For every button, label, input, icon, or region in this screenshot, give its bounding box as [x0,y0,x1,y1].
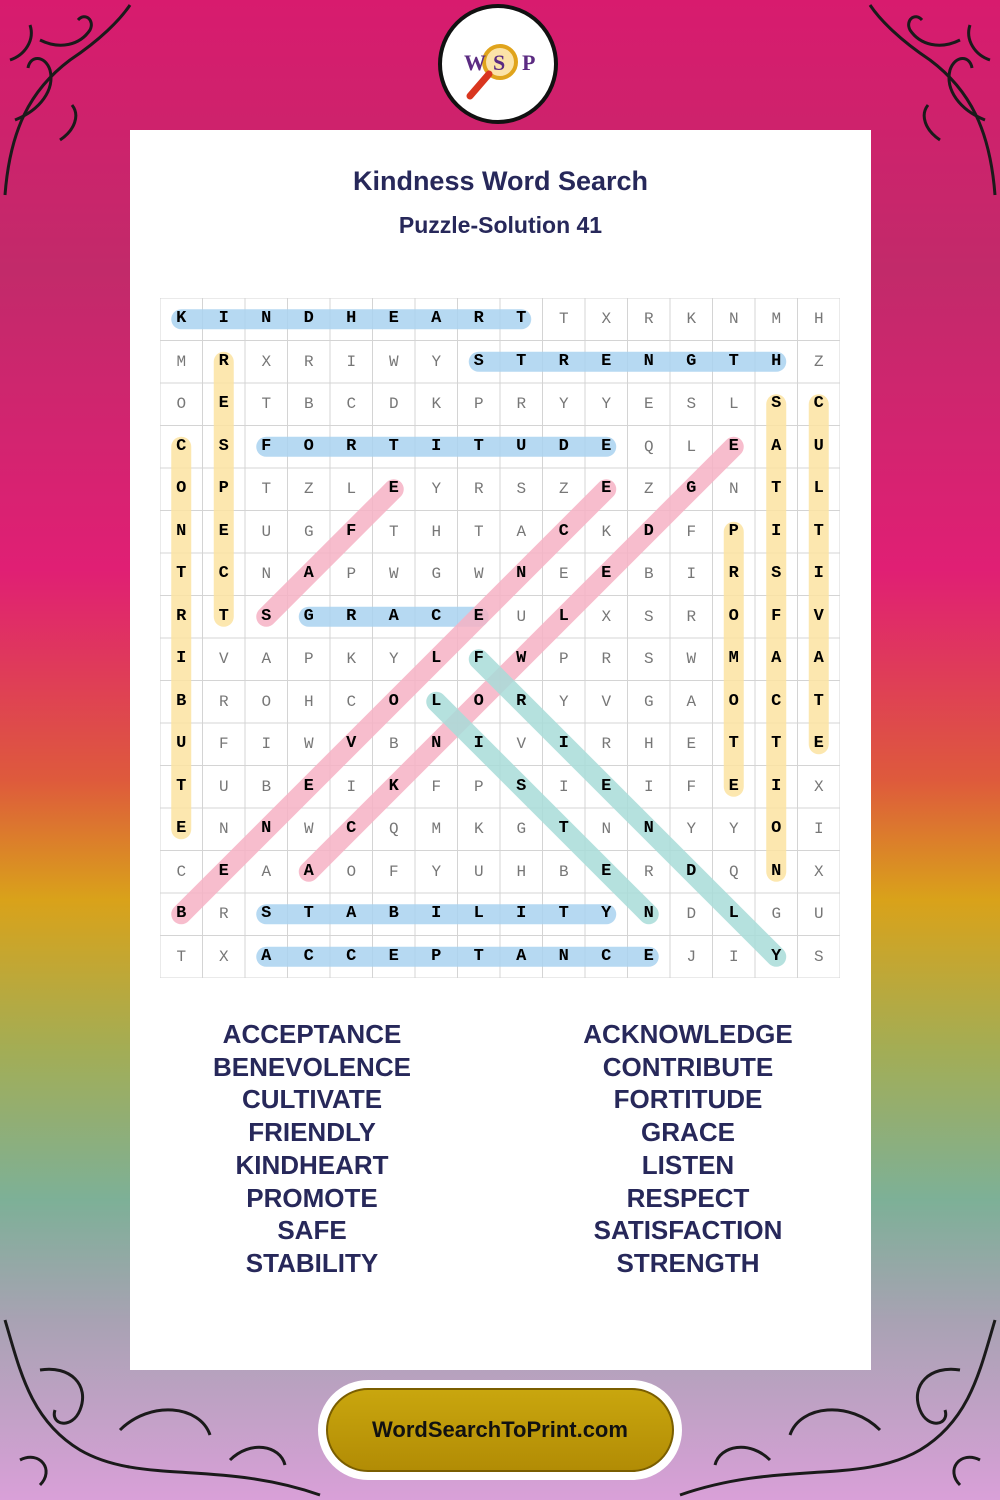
grid-cell[interactable]: N [643,351,654,371]
grid-cell[interactable]: C [431,606,442,626]
grid-cell[interactable]: Y [728,820,739,838]
grid-cell[interactable]: E [643,395,654,413]
grid-cell[interactable]: L [473,904,484,923]
grid-cell[interactable]: V [346,734,357,753]
grid-cell[interactable]: V [601,692,612,711]
grid-cell[interactable]: O [176,479,187,498]
grid-cell[interactable]: O [771,819,782,838]
grid-cell[interactable]: L [346,480,357,498]
grid-cell[interactable]: E [728,436,739,456]
grid-cell[interactable]: C [346,395,357,413]
grid-cell[interactable]: R [601,735,612,753]
grid-cell[interactable]: D [643,521,654,541]
word-list-item: FORTITUDE [613,1084,763,1115]
grid-cell[interactable]: E [601,436,612,456]
grid-cell[interactable]: A [516,522,527,541]
grid-cell[interactable]: N [261,565,272,583]
grid-cell[interactable]: S [516,480,527,498]
grid-cell[interactable]: N [728,310,739,328]
grid-cell[interactable]: A [303,564,314,583]
logo-letter-p: P [522,50,536,75]
grid-cell[interactable]: S [261,606,272,626]
grid-cell[interactable]: H [643,735,654,753]
grid-cell[interactable]: A [346,904,357,923]
grid-cell[interactable]: O [728,691,739,711]
grid-cell[interactable]: B [176,904,187,923]
grid-cell[interactable]: J [686,947,697,966]
grid-cell[interactable]: U [516,436,527,456]
grid-cell[interactable]: G [771,905,782,923]
grid-cell[interactable]: M [176,352,187,371]
grid-cell[interactable]: I [686,565,697,583]
grid-cell[interactable]: W [303,735,314,753]
grid-cell[interactable]: P [431,946,442,966]
grid-cell[interactable]: E [728,776,739,796]
grid-cell[interactable]: E [218,861,229,881]
grid-cell[interactable]: I [728,947,739,966]
grid-cell[interactable]: T [813,691,824,711]
grid-cell[interactable]: T [303,904,314,923]
word-list-right-column [523,1018,853,1280]
grid-cell[interactable]: D [558,436,569,456]
grid-cell[interactable]: O [303,436,314,456]
grid-cell[interactable]: K [431,395,442,413]
grid-cell[interactable]: U [813,436,824,456]
grid-cell[interactable]: Z [813,352,824,371]
grid-cell[interactable]: M [771,310,782,328]
grid-cell[interactable]: A [686,692,697,711]
grid-cell[interactable]: I [558,777,569,796]
grid-cell[interactable]: W [473,565,484,583]
grid-cell[interactable]: E [686,735,697,753]
grid-cell[interactable]: A [303,861,314,881]
grid-cell[interactable]: O [261,692,272,711]
grid-cell[interactable]: T [218,606,229,626]
corner-ornament-top-right [860,0,1000,200]
grid-cell[interactable]: R [516,691,527,711]
grid-cell[interactable]: L [813,479,824,498]
grid-cell[interactable]: F [346,521,357,541]
grid-cell[interactable]: I [176,649,187,668]
word-list-item: STRENGTH [616,1247,760,1278]
grid-cell[interactable]: O [473,691,484,711]
grid-cell[interactable]: E [601,861,612,881]
word-list-item: RESPECT [626,1182,750,1213]
grid-cell[interactable]: I [473,734,484,753]
grid-cell[interactable]: C [218,564,229,583]
grid-cell[interactable]: F [431,777,442,796]
grid-cell[interactable]: C [176,862,187,881]
grid-cell[interactable]: C [813,394,824,413]
grid-cell[interactable]: Q [388,820,399,838]
grid-cell[interactable]: M [431,820,442,838]
grid-cell[interactable]: N [771,861,782,881]
grid-cell[interactable]: K [176,309,187,328]
grid-cell[interactable]: P [728,521,739,541]
grid-cell[interactable]: H [303,692,314,711]
grid-cell[interactable]: E [601,479,612,498]
grid-cell[interactable]: N [218,820,229,838]
grid-cell[interactable]: B [388,904,399,923]
grid-cell[interactable]: U [261,522,272,541]
grid-cell[interactable]: U [473,862,484,881]
grid-cell[interactable]: N [516,564,527,583]
grid-cell[interactable]: T [728,734,739,753]
grid-cell[interactable]: D [686,905,697,923]
grid-cell[interactable]: P [303,650,314,668]
word-list-item: CULTIVATE [241,1084,383,1115]
grid-cell[interactable]: N [261,309,272,328]
grid-cell[interactable]: A [261,650,272,668]
grid-cell[interactable]: E [473,606,484,626]
grid-cell[interactable]: S [516,776,527,796]
grid-cell[interactable]: Y [771,946,782,966]
grid-cell[interactable]: K [473,820,484,838]
grid-cell[interactable]: K [346,650,357,668]
grid-cell[interactable]: C [558,521,569,541]
grid-cell[interactable]: R [643,310,654,328]
grid-cell[interactable]: H [813,310,824,328]
grid-cell[interactable]: H [516,862,527,881]
grid-cell[interactable]: F [218,735,229,753]
grid-cell[interactable]: F [388,862,399,881]
word-list-item: SATISFACTION [593,1215,783,1246]
word-list-item: BENEVOLENCE [213,1051,411,1082]
grid-cell[interactable]: W [388,565,399,583]
grid-cell[interactable]: S [261,904,272,923]
grid-cell[interactable]: R [643,862,654,881]
grid-cell[interactable]: B [643,565,654,583]
grid-cell[interactable]: R [346,436,357,456]
grid-cell[interactable]: T [771,479,782,498]
grid-cell[interactable]: T [473,522,484,541]
grid-cell[interactable]: F [473,649,484,668]
grid-cell[interactable]: S [813,947,824,966]
logo-letter-w: W [464,50,486,75]
grid-cell[interactable]: E [218,394,229,413]
grid-cell[interactable]: A [388,606,399,626]
grid-cell[interactable]: B [558,862,569,881]
grid-cell[interactable]: T [388,522,399,541]
grid-cell[interactable]: A [431,309,442,328]
grid-cell[interactable]: C [771,691,782,711]
grid-cell[interactable]: S [771,564,782,583]
grid-cell[interactable]: X [218,947,229,966]
grid-cell[interactable]: G [686,351,697,371]
grid-cell[interactable]: I [516,904,527,923]
grid-cell[interactable]: Z [303,480,314,498]
grid-cell[interactable]: N [431,734,442,753]
word-list-item: STABILITY [245,1247,379,1278]
grid-cell[interactable]: C [346,819,357,838]
grid-cell[interactable]: Y [431,352,442,371]
grid-cell[interactable]: L [728,395,739,413]
grid-cell[interactable]: T [558,904,569,923]
word-list-left-column [147,1018,477,1280]
word-list-item: FRIENDLY [248,1117,376,1148]
word-list-item: LISTEN [641,1149,735,1180]
grid-cell[interactable]: T [558,310,569,328]
word-list-item: SAFE [277,1215,347,1246]
grid-cell[interactable]: X [601,310,612,328]
grid-cell[interactable]: C [601,946,612,966]
grid-cell[interactable]: B [303,395,314,413]
grid-cell[interactable]: F [261,436,272,456]
grid-cell[interactable]: I [431,436,442,456]
grid-cell[interactable]: L [558,606,569,626]
grid-cell[interactable]: V [516,735,527,753]
puzzle-title: Kindness Word Search [352,166,649,196]
grid-cell[interactable]: T [473,436,484,456]
grid-cell[interactable]: E [303,776,314,796]
grid-cell[interactable]: H [431,522,442,541]
grid-cell[interactable]: P [558,650,569,668]
grid-cell[interactable]: D [388,395,399,413]
grid-cell[interactable]: L [431,649,442,668]
grid-cell[interactable]: C [346,946,357,966]
grid-cell[interactable]: R [303,352,314,371]
grid-cell[interactable]: G [431,565,442,583]
grid-cell[interactable]: N [728,480,739,498]
grid-cell[interactable]: B [261,777,272,796]
grid-cell[interactable]: U [218,777,229,796]
grid-cell[interactable]: Z [643,480,654,498]
grid-cell[interactable]: I [431,904,442,923]
word-list-item: ACKNOWLEDGE [583,1019,793,1049]
grid-cell[interactable]: W [388,352,399,371]
grid-cell[interactable]: T [813,521,824,541]
grid-cell[interactable]: A [771,649,782,668]
grid-cell[interactable]: R [346,606,357,626]
grid-cell[interactable]: Y [601,904,612,923]
grid-cell[interactable]: U [813,905,824,923]
grid-cell[interactable]: R [176,606,187,626]
grid-cell[interactable]: R [218,905,229,923]
grid-cell[interactable]: E [601,776,612,796]
grid-cell[interactable]: U [176,734,187,753]
grid-cell[interactable]: N [558,946,569,966]
grid-cell[interactable]: Q [728,862,739,881]
grid-cell[interactable]: R [473,480,484,498]
grid-cell[interactable]: E [813,734,824,753]
grid-cell[interactable]: K [601,522,612,541]
grid-cell[interactable]: Y [558,395,569,413]
grid-cell[interactable]: I [771,521,782,541]
grid-cell[interactable]: G [686,479,697,498]
grid-cell[interactable]: O [176,395,187,413]
grid-cell[interactable]: S [473,351,484,371]
grid-cell[interactable]: M [728,649,739,668]
grid-cell[interactable]: B [176,691,187,711]
grid-cell[interactable]: G [303,522,314,541]
grid-cell[interactable]: R [516,395,527,413]
grid-cell[interactable]: G [303,606,314,626]
grid-cell[interactable]: N [261,819,272,838]
grid-cell[interactable]: N [601,820,612,838]
grid-cell[interactable]: F [686,777,697,796]
grid-cell[interactable]: I [643,777,654,796]
grid-cell[interactable]: F [686,522,697,541]
grid-cell[interactable]: I [346,777,357,796]
grid-cell[interactable]: I [218,309,229,328]
grid-cell[interactable]: T [176,776,187,796]
grid-cell[interactable]: H [771,351,782,371]
word-list-item: KINDHEART [235,1149,389,1180]
grid-cell[interactable]: R [686,607,697,626]
grid-cell[interactable]: U [516,607,527,626]
word-list-item: GRACE [641,1117,735,1148]
grid-cell[interactable]: X [813,862,824,881]
grid-cell[interactable]: P [473,395,484,413]
grid-cell[interactable]: E [388,309,399,328]
grid-cell[interactable]: I [558,734,569,753]
grid-cell[interactable]: R [218,351,229,371]
grid-cell[interactable]: T [516,309,527,328]
grid-cell[interactable]: K [388,776,399,796]
grid-cell[interactable]: A [261,862,272,881]
site-badge[interactable] [318,1380,682,1480]
grid-cell[interactable]: P [473,777,484,796]
grid-cell[interactable]: E [218,521,229,541]
grid-cell[interactable]: I [346,352,357,371]
grid-cell[interactable]: V [813,606,824,626]
site-badge-inner[interactable] [326,1388,674,1472]
grid-cell[interactable]: X [601,607,612,626]
grid-cell[interactable]: E [388,479,399,498]
grid-cell[interactable]: C [346,692,357,711]
grid-cell[interactable]: P [218,479,229,498]
word-list-item: CONTRIBUTE [602,1051,774,1082]
puzzle-subtitle: Puzzle-Solution 41 [398,212,603,238]
grid-cell[interactable]: K [686,310,697,328]
grid-cell[interactable]: G [643,692,654,711]
grid-cell[interactable]: T [473,946,484,966]
grid-cell[interactable]: N [176,521,187,541]
grid-cell[interactable]: S [218,436,229,456]
grid-cell[interactable]: T [558,819,569,838]
grid-cell[interactable]: T [771,734,782,753]
logo-letter-s: S [493,50,506,75]
grid-cell[interactable]: Y [601,395,612,413]
grid-cell[interactable]: C [303,946,314,966]
grid-cell[interactable]: E [601,351,612,371]
grid-cell[interactable]: H [346,309,357,328]
grid-cell[interactable]: E [643,946,654,966]
grid-cell[interactable]: T [728,351,739,371]
grid-cell[interactable]: E [388,946,399,966]
grid-cell[interactable]: O [728,606,739,626]
grid-cell[interactable]: Y [388,650,399,668]
grid-cell[interactable]: S [771,394,782,413]
grid-cell[interactable]: A [813,649,824,668]
grid-cell[interactable]: Y [558,692,569,711]
grid-cell[interactable]: A [261,946,272,966]
grid-cell[interactable]: Y [431,862,442,881]
grid-cell[interactable]: A [771,436,782,456]
grid-cell[interactable]: C [176,436,187,456]
grid-cell[interactable]: X [261,352,272,371]
grid-cell[interactable]: L [686,437,697,456]
grid-cell[interactable]: Q [643,437,654,456]
grid-cell[interactable]: N [643,904,654,923]
grid-cell[interactable]: I [813,564,824,583]
grid-cell[interactable]: A [516,946,527,966]
grid-cell[interactable]: T [516,351,527,371]
grid-cell[interactable]: W [686,650,697,668]
grid-cell[interactable]: W [303,820,314,838]
grid-cell[interactable]: S [643,650,654,668]
grid-cell[interactable]: L [728,904,739,923]
grid-cell[interactable]: T [176,564,187,583]
word-search-grid[interactable] [160,298,840,978]
corner-ornament-top-left [0,0,140,200]
grid-cell[interactable]: S [686,395,697,413]
grid-cell[interactable]: V [218,650,229,668]
grid-cell[interactable]: T [176,947,187,966]
grid-cell[interactable]: R [473,309,484,328]
grid-cell[interactable]: B [388,735,399,753]
grid-cell[interactable]: W [516,649,527,668]
grid-cell[interactable]: T [388,436,399,456]
grid-cell[interactable]: L [431,691,442,711]
grid-cell[interactable]: R [601,650,612,668]
grid-cell[interactable]: T [261,395,272,413]
site-name-link[interactable]: WordSearchToPrint.com [372,1417,628,1442]
grid-cell[interactable]: O [388,691,399,711]
magnifier-logo-icon [442,8,554,120]
grid-cell[interactable]: E [558,565,569,583]
grid-cell[interactable]: R [558,351,569,371]
grid-cell[interactable]: T [261,480,272,498]
grid-cell[interactable]: I [813,820,824,838]
grid-cell[interactable]: R [728,564,739,583]
grid-cell[interactable]: I [261,735,272,753]
grid-cell[interactable]: R [218,692,229,711]
grid-cell[interactable]: N [643,819,654,838]
word-list-item: PROMOTE [246,1182,378,1213]
grid-cell[interactable]: E [601,564,612,583]
grid-cell[interactable]: X [813,777,824,796]
grid-cell[interactable]: D [686,861,697,881]
grid-cell[interactable]: Z [558,480,569,498]
puzzle-panel [130,130,871,1370]
grid-cell[interactable]: P [346,565,357,583]
grid-cell[interactable]: E [176,819,187,838]
grid-cell[interactable]: G [516,820,527,838]
grid-cell[interactable]: I [771,776,782,796]
grid-cell[interactable]: O [346,862,357,881]
grid-cell[interactable]: D [303,309,314,328]
grid-cell[interactable]: F [771,606,782,626]
grid-cell[interactable]: Y [431,480,442,498]
grid-cell[interactable]: Y [686,820,697,838]
grid-cell[interactable]: S [643,607,654,626]
site-logo[interactable] [438,4,558,124]
word-list-item: ACCEPTANCE [222,1019,402,1049]
